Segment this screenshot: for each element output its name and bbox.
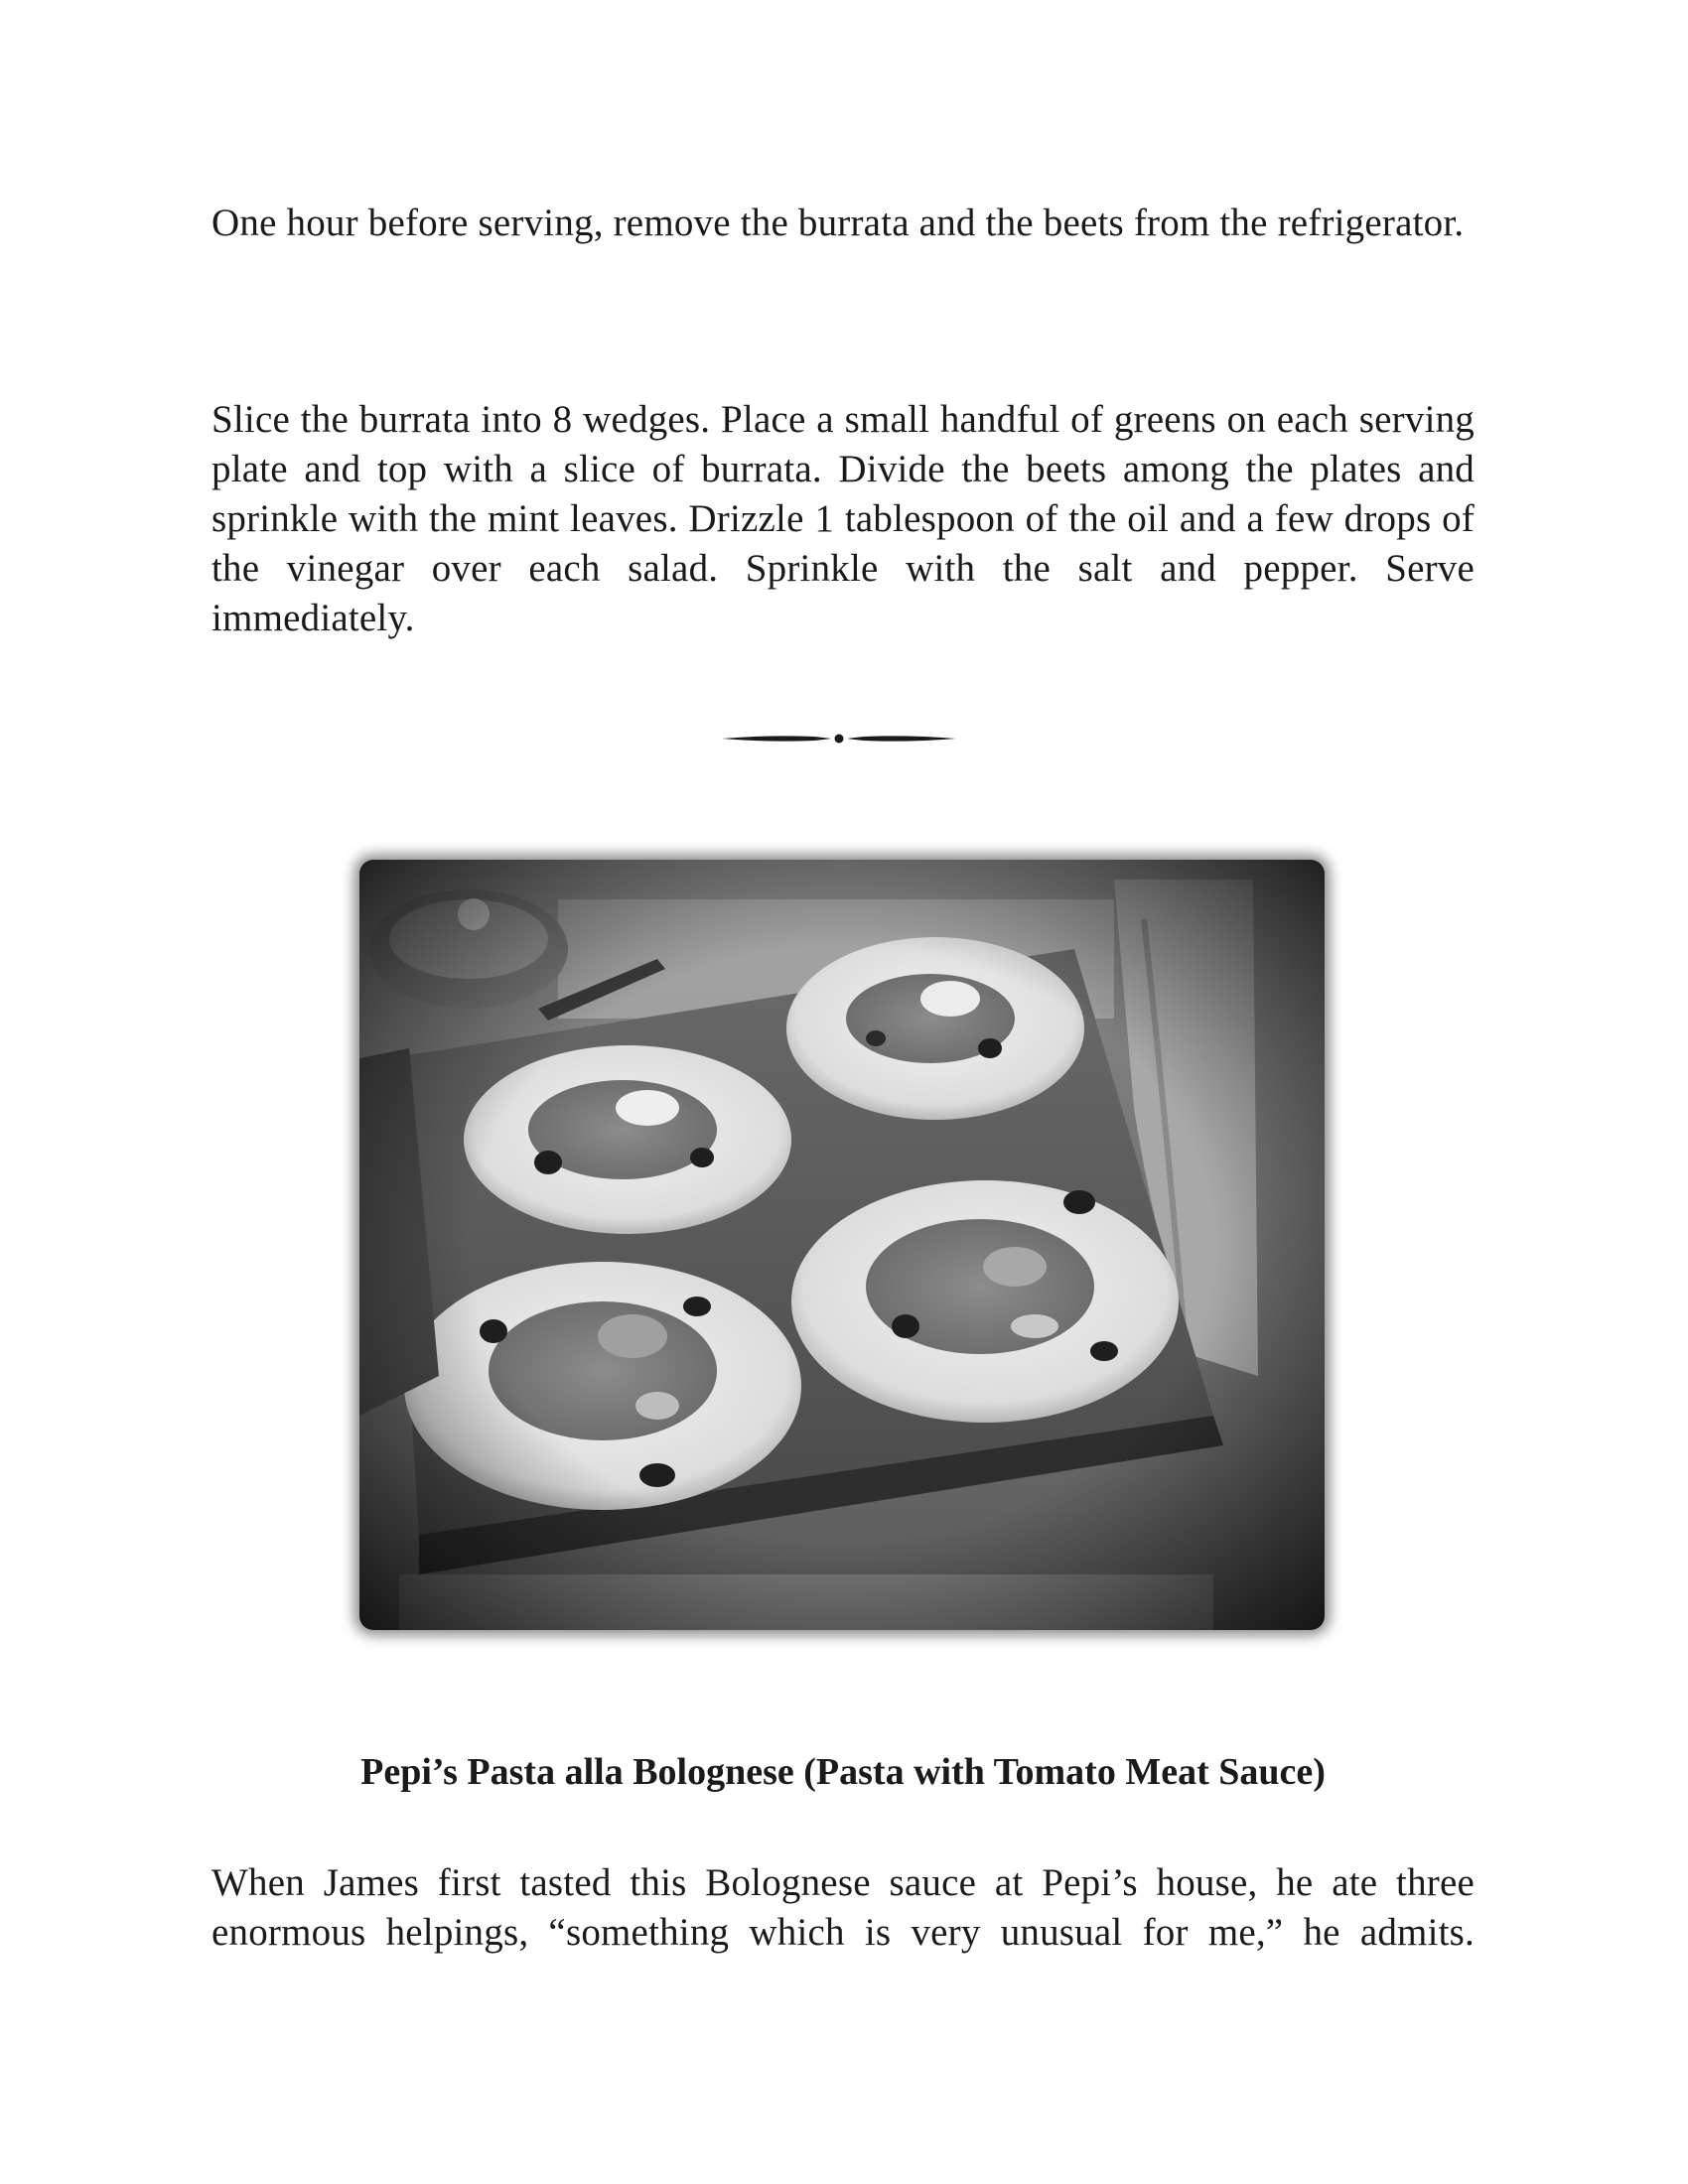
recipe-title: Pepi’s Pasta alla Bolognese (Pasta with Tomato Meat Sauce) [360, 1751, 1326, 1793]
paragraph-recipe-intro: When James first tasted this Bolognese sauce at Pepi’s house, he ate three enormous helpings, “something which is very unusual for me,” he admits. [211, 1861, 1475, 1954]
burrata-salad-photo [359, 860, 1325, 1630]
flourish-divider-icon [720, 726, 958, 751]
photo-illustration [359, 860, 1325, 1630]
paragraph-assembly-instructions: Slice the burrata into 8 wedges. Place a small handful of greens on each serving plate and top with a slice of burrata. Divide the beets among the plates and sprinkle with the mint leaves. Drizzle 1 tablespoon of the oil and a few drops of the vinegar over each salad. Sprinkle with the salt and pepper. Serve immediately. [211, 398, 1475, 639]
paragraph-remove-from-refrigerator: One hour before serving, remove the burrata and the beets from the refrigerator. [211, 202, 1465, 244]
salad-photo-frame [359, 860, 1325, 1630]
